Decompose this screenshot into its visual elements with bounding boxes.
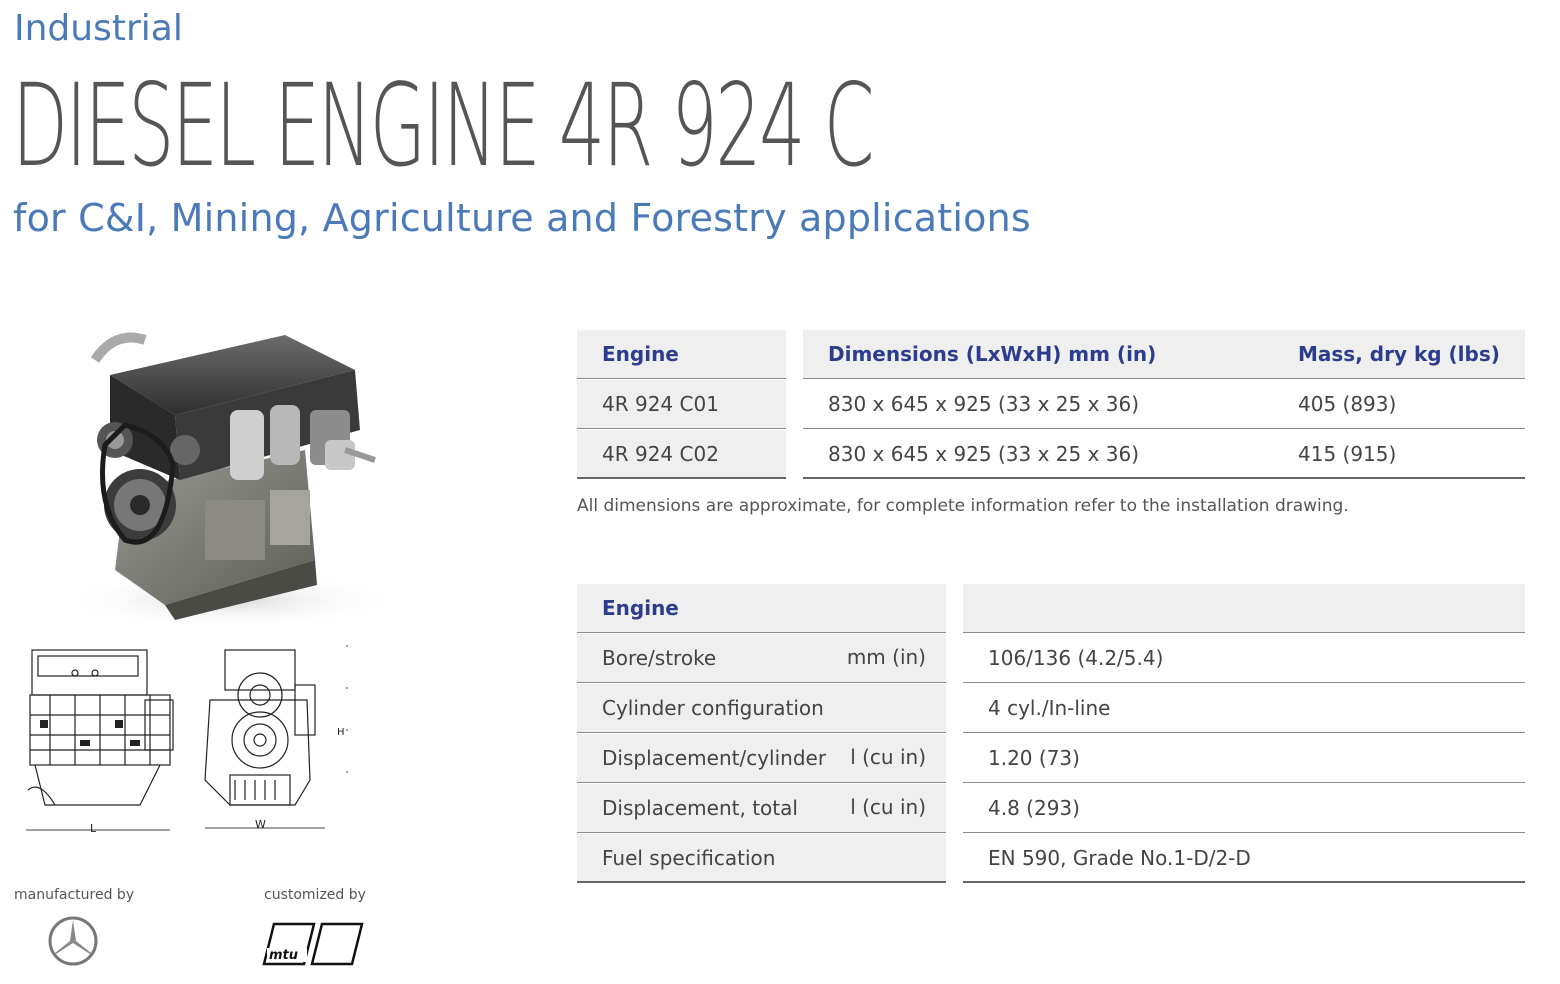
manufactured-by-label: manufactured by bbox=[14, 887, 135, 903]
width-dimension-label: W bbox=[255, 818, 266, 831]
table-row-dimensions: 830 x 645 x 925 (33 x 25 x 36) bbox=[828, 442, 1140, 466]
table-row-unit: l (cu in) bbox=[850, 795, 926, 819]
table-row-label: Bore/stroke bbox=[577, 634, 946, 682]
table-row-label: Fuel specification bbox=[577, 834, 946, 881]
engine-photo bbox=[55, 300, 415, 630]
height-dimension-label: H bbox=[337, 727, 345, 738]
engine-spec-header: Engine bbox=[577, 584, 946, 632]
dimensions-note: All dimensions are approximate, for complete information refer to the installation drawing. bbox=[577, 496, 1349, 516]
mtu-logo-text: mtu bbox=[269, 948, 299, 963]
table-row-label: Cylinder configuration bbox=[577, 684, 946, 732]
table-row-unit: mm (in) bbox=[846, 645, 926, 669]
category-label: Industrial bbox=[14, 8, 183, 49]
page-title: DIESEL ENGINE 4R 924 C bbox=[12, 59, 873, 192]
table-row-value: 4.8 (293) bbox=[988, 796, 1080, 820]
table-row-value: 106/136 (4.2/5.4) bbox=[988, 646, 1164, 670]
length-dimension-label: L bbox=[90, 822, 97, 835]
table-row-mass: 415 (915) bbox=[1298, 442, 1397, 466]
table-row-unit: l (cu in) bbox=[850, 745, 926, 769]
front-view-drawing bbox=[195, 640, 355, 840]
table-row-value: 1.20 (73) bbox=[988, 746, 1080, 770]
mtu-logo bbox=[262, 920, 366, 968]
dimensions-header-engine: Engine bbox=[577, 330, 786, 378]
table-row-dimensions: 830 x 645 x 925 (33 x 25 x 36) bbox=[828, 392, 1140, 416]
mercedes-benz-star-icon bbox=[46, 914, 100, 968]
table-row-value: 4 cyl./In-line bbox=[988, 696, 1111, 720]
table-row-label: Displacement/cylinder bbox=[577, 734, 946, 782]
table-row-value: EN 590, Grade No.1-D/2-D bbox=[988, 845, 1251, 870]
table-row-engine: 4R 924 C01 bbox=[577, 380, 786, 428]
table-row-engine: 4R 924 C02 bbox=[577, 430, 786, 478]
table-row-mass: 405 (893) bbox=[1298, 392, 1397, 416]
table-row-label: Displacement, total bbox=[577, 784, 946, 832]
dimensions-header-mass: Mass, dry kg (lbs) bbox=[1298, 342, 1500, 366]
side-view-drawing bbox=[20, 640, 180, 840]
customized-by-label: customized by bbox=[264, 887, 366, 903]
dimensions-header-dimensions: Dimensions (LxWxH) mm (in) bbox=[803, 330, 1525, 378]
engine-spec-header-blank bbox=[963, 584, 1525, 632]
page-subtitle: for C&I, Mining, Agriculture and Forestry applications bbox=[13, 196, 1031, 240]
